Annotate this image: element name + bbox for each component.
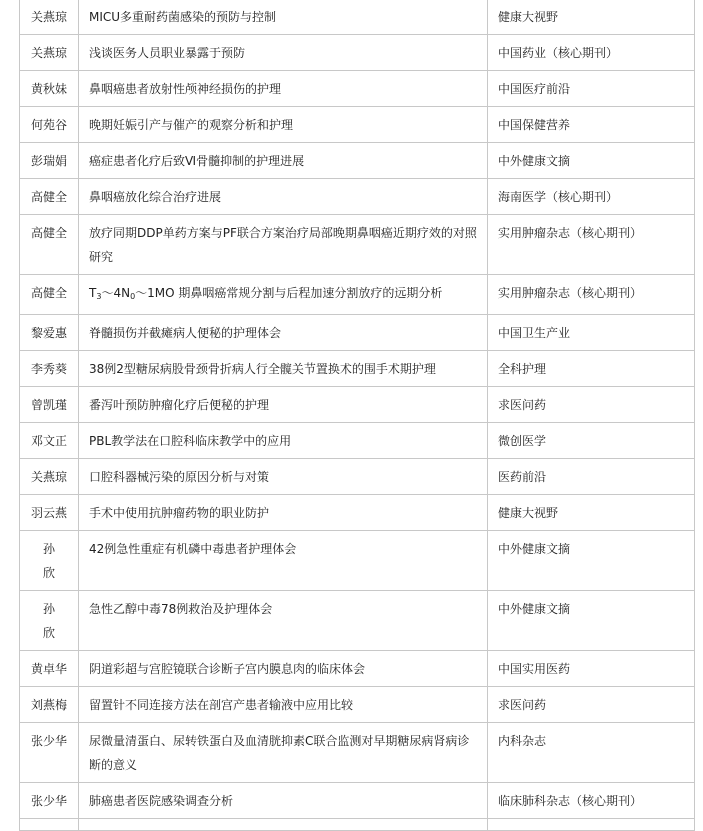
title-cell: 42例急性重症有机磷中毒患者护理体会 (79, 531, 488, 591)
journal-cell: 中国保健营养 (488, 107, 695, 143)
title-subscript: 0 (130, 292, 136, 301)
author-cell: 关燕琼 (20, 0, 79, 35)
table-row (20, 783, 695, 819)
title-cell (79, 275, 488, 315)
journal-cell: 中外健康文摘 (488, 143, 695, 179)
title-cell: MICU多重耐药菌感染的预防与控制 (79, 0, 488, 35)
author-cell: 黄卓华 (20, 651, 79, 687)
author-cell: 何苑谷 (20, 107, 79, 143)
table-row (20, 215, 695, 275)
title-cell: 番泻叶预防肿瘤化疗后便秘的护理 (79, 387, 488, 423)
table-row (20, 315, 695, 351)
author-cell: 邓文正 (20, 423, 79, 459)
title-part: ～1MO 期鼻咽癌常规分割与后程加速分割放疗的远期分析 (135, 286, 443, 300)
title-cell: 晚期妊娠引产与催产的观察分析和护理 (79, 107, 488, 143)
author-cell: 张少华 (20, 723, 79, 783)
title-cell: 鼻咽癌放化综合治疗进展 (79, 179, 488, 215)
title-cell: 急性乙醇中毒78例救治及护理体会 (79, 591, 488, 651)
table-row (20, 179, 695, 215)
journal-cell: 全科护理 (488, 351, 695, 387)
journal-cell: 医药前沿 (488, 459, 695, 495)
table-row (20, 351, 695, 387)
title-cell: 鼻咽癌患者放射性颅神经损伤的护理 (79, 71, 488, 107)
author-char: 孙 (42, 542, 55, 556)
title-cell: 脊髓损伤并截瘫病人便秘的护理体会 (79, 315, 488, 351)
table-row (20, 651, 695, 687)
table-row (20, 495, 695, 531)
title-cell: 肺癌患者医院感染调查分析 (79, 783, 488, 819)
table-row (20, 107, 695, 143)
title-part: T (89, 286, 97, 300)
author-cell: 关燕琼 (20, 459, 79, 495)
title-cell: 尿微量清蛋白、尿转铁蛋白及血清胱抑素C联合监测对早期糖尿病肾病诊断的意义 (79, 723, 488, 783)
publications-table (19, 0, 695, 831)
title-cell: 留置针不同连接方法在剖宫产患者输液中应用比较 (79, 687, 488, 723)
journal-cell: 求医问药 (488, 687, 695, 723)
journal-cell: 健康大视野 (488, 0, 695, 35)
author-cell: 高健全 (20, 215, 79, 275)
title-part: ～4N (101, 286, 131, 300)
journal-cell: 海南医学（核心期刊） (488, 179, 695, 215)
journal-cell: 中国卫生产业 (488, 315, 695, 351)
table-row (20, 275, 695, 315)
author-cell (20, 531, 79, 591)
author-cell: 刘燕梅 (20, 687, 79, 723)
journal-cell: 中国实用医药 (488, 651, 695, 687)
author-cell: 张少华 (20, 783, 79, 819)
journal-cell: 内科杂志 (488, 723, 695, 783)
author-cell: 高健全 (20, 275, 79, 315)
journal-cell: 中国药业（核心期刊） (488, 35, 695, 71)
table-row (20, 591, 695, 651)
author-cell (20, 591, 79, 651)
title-subscript: 3 (96, 292, 102, 301)
author-cell: 李秀葵 (20, 351, 79, 387)
title-cell: 放疗同期DDP单药方案与PF联合方案治疗局部晚期鼻咽癌近期疗效的对照研究 (79, 215, 488, 275)
title-cell: 手术中使用抗肿瘤药物的职业防护 (79, 495, 488, 531)
table-row (20, 0, 695, 35)
title-cell: 浅谈医务人员职业暴露于预防 (79, 35, 488, 71)
author-char: 欣 (42, 626, 55, 640)
journal-cell: 中国医疗前沿 (488, 71, 695, 107)
journal-cell: 求医问药 (488, 387, 695, 423)
table-row (20, 423, 695, 459)
title-cell (79, 819, 488, 831)
author-cell: 黄秋妹 (20, 71, 79, 107)
author-cell: 羽云燕 (20, 495, 79, 531)
journal-cell: 中外健康文摘 (488, 531, 695, 591)
journal-cell: 实用肿瘤杂志（核心期刊） (488, 275, 695, 315)
table-row (20, 723, 695, 783)
title-cell: 阴道彩超与宫腔镜联合诊断子宫内膜息肉的临床体会 (79, 651, 488, 687)
table-row (20, 459, 695, 495)
journal-cell (488, 819, 695, 831)
journal-cell: 实用肿瘤杂志（核心期刊） (488, 215, 695, 275)
table-row (20, 819, 695, 831)
table-row (20, 387, 695, 423)
table-row (20, 687, 695, 723)
title-cell: 癌症患者化疗后致Ⅵ骨髓抑制的护理进展 (79, 143, 488, 179)
author-cell: 彭瑞娟 (20, 143, 79, 179)
title-cell: 38例2型糖尿病股骨颈骨折病人行全髋关节置换术的围手术期护理 (79, 351, 488, 387)
table-row (20, 71, 695, 107)
author-cell (20, 819, 79, 831)
author-cell: 黎爱惠 (20, 315, 79, 351)
table-row (20, 531, 695, 591)
author-cell: 曾凯瑾 (20, 387, 79, 423)
author-char: 欣 (42, 566, 55, 580)
author-cell: 高健全 (20, 179, 79, 215)
title-cell: PBL教学法在口腔科临床教学中的应用 (79, 423, 488, 459)
journal-cell: 临床肺科杂志（核心期刊） (488, 783, 695, 819)
table-row (20, 35, 695, 71)
journal-cell: 微创医学 (488, 423, 695, 459)
author-char: 孙 (42, 602, 55, 616)
journal-cell: 健康大视野 (488, 495, 695, 531)
title-cell: 口腔科器械污染的原因分析与对策 (79, 459, 488, 495)
author-cell: 关燕琼 (20, 35, 79, 71)
table-row (20, 143, 695, 179)
journal-cell: 中外健康文摘 (488, 591, 695, 651)
